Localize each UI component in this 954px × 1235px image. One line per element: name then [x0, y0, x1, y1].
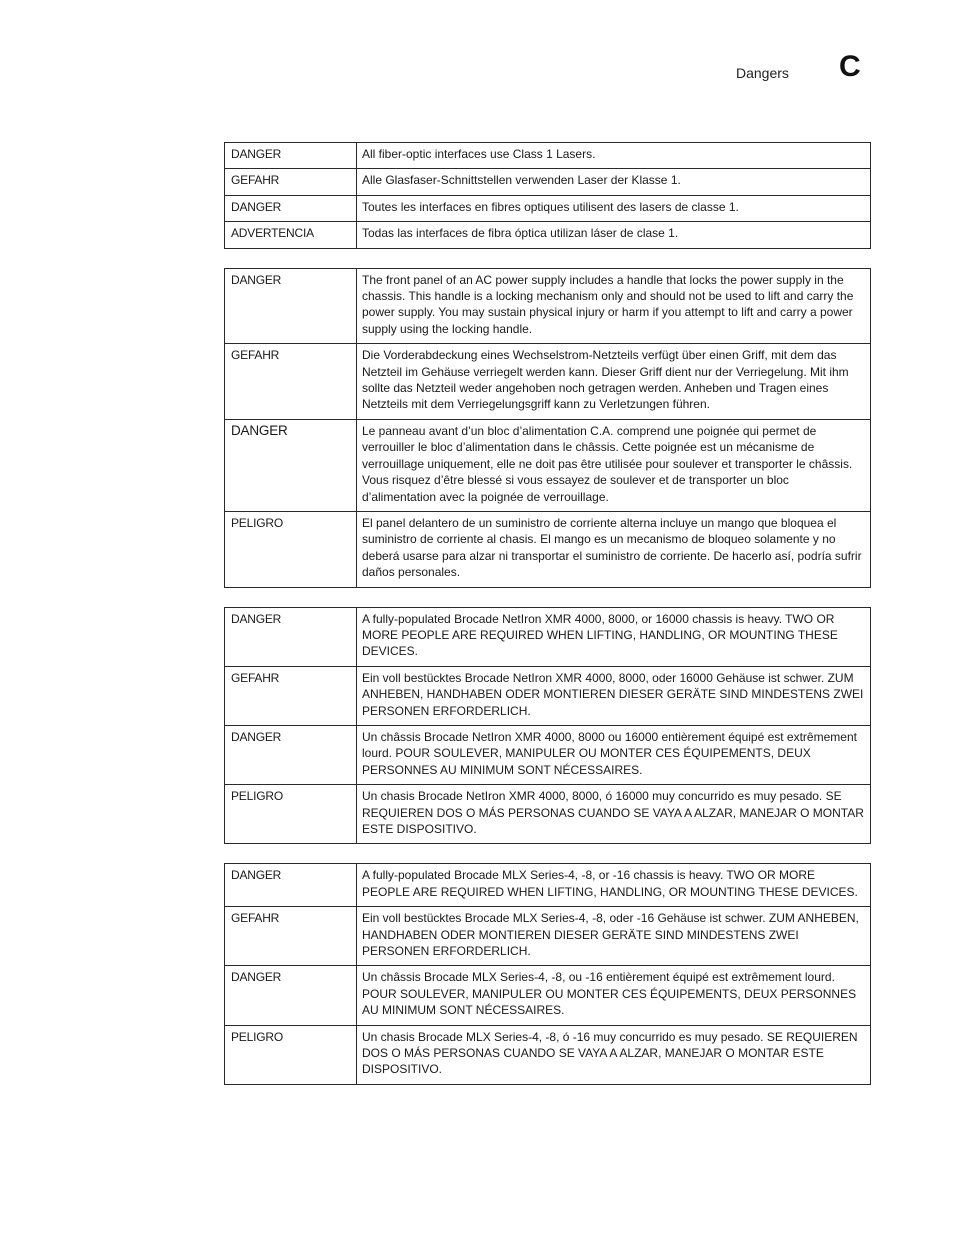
warning-text: Ein voll bestücktes Brocade MLX Series-4, -8, oder -16 Gehäuse ist schwer. ZUM ANHEBEN, HANDHABEN ODER MONTIEREN DIESER GERÄTE SIND MINDESTENS ZWEI PERSONEN ERFORDERLICH.	[357, 907, 871, 966]
warning-label: DANGER	[225, 195, 357, 221]
warning-text: Alle Glasfaser-Schnittstellen verwenden Laser der Klasse 1.	[357, 169, 871, 195]
warning-text: Ein voll bestücktes Brocade NetIron XMR 4000, 8000, oder 16000 Gehäuse ist schwer. ZUM ANHEBEN, HANDHABEN ODER MONTIEREN DIESER GERÄTE SIND MINDESTENS ZWEI PERSONEN ERFORDERLICH.	[357, 666, 871, 725]
warning-text: Un chasis Brocade NetIron XMR 4000, 8000, ó 16000 muy concurrido es muy pesado. SE REQUIEREN DOS O MÁS PERSONAS CUANDO SE VAYA A ALZAR, MANEJAR O MONTAR ESTE DISPOSITIVO.	[357, 785, 871, 844]
warning-label: PELIGRO	[225, 1025, 357, 1084]
warning-label: PELIGRO	[225, 785, 357, 844]
danger-table	[224, 863, 871, 1084]
warning-label: GEFAHR	[225, 907, 357, 966]
table-row	[225, 666, 871, 725]
danger-tables	[224, 142, 871, 1104]
warning-label: DANGER	[225, 419, 357, 511]
table-row	[225, 864, 871, 907]
danger-table	[224, 142, 871, 249]
table-row	[225, 143, 871, 169]
table-row	[225, 195, 871, 221]
danger-table	[224, 607, 871, 845]
table-row	[225, 966, 871, 1025]
warning-text: A fully-populated Brocade MLX Series-4, -8, or -16 chassis is heavy. TWO OR MORE PEOPLE ARE REQUIRED WHEN LIFTING, HANDLING, OR MOUNTING THESE DEVICES.	[357, 864, 871, 907]
warning-label: GEFAHR	[225, 344, 357, 420]
table-row	[225, 785, 871, 844]
warning-text: Un châssis Brocade NetIron XMR 4000, 8000 ou 16000 entièrement équipé est extrêmement lourd. POUR SOULEVER, MANIPULER OU MONTER CES ÉQUIPEMENTS, DEUX PERSONNES AU MINIMUM SONT NÉCESSAIRES.	[357, 725, 871, 784]
table-row	[225, 419, 871, 511]
danger-table	[224, 268, 871, 588]
warning-label: DANGER	[225, 864, 357, 907]
warning-label: DANGER	[225, 725, 357, 784]
warning-label: GEFAHR	[225, 666, 357, 725]
warning-label: DANGER	[225, 607, 357, 666]
warning-label: ADVERTENCIA	[225, 222, 357, 248]
warning-text: El panel delantero de un suministro de corriente alterna incluye un mango que bloquea el suministro de corriente al chasis. El mango es un mecanismo de bloqueo solamente y no deberá usarse para alzar ni transportar el suministro de corriente. De hacerlo así, podría sufrir daños personales.	[357, 511, 871, 587]
warning-text: Un châssis Brocade MLX Series-4, -8, ou -16 entièrement équipé est extrêmement lourd. POUR SOULEVER, MANIPULER OU MONTER CES ÉQUIPEMENTS, DEUX PERSONNES AU MINIMUM SONT NÉCESSAIRES.	[357, 966, 871, 1025]
table-row	[225, 1025, 871, 1084]
warning-label: DANGER	[225, 268, 357, 344]
warning-text: Un chasis Brocade MLX Series-4, -8, ó -16 muy concurrido es muy pesado. SE REQUIEREN DOS O MÁS PERSONAS CUANDO SE VAYA A ALZAR, MANEJAR O MONTAR ESTE DISPOSITIVO.	[357, 1025, 871, 1084]
table-row	[225, 344, 871, 420]
table-row	[225, 222, 871, 248]
warning-text: Toutes les interfaces en fibres optiques utilisent des lasers de classe 1.	[357, 195, 871, 221]
warning-text: Die Vorderabdeckung eines Wechselstrom-Netzteils verfügt über einen Griff, mit dem das Netzteil im Gehäuse verriegelt werden kann. Dieser Griff dient nur der Verriegelung. Mit ihm sollte das Netzteil weder angehoben noch getragen werden. Anheben und Tragen eines Netzteils mit dem Verriegelungsgriff kann zu Verletzungen führen.	[357, 344, 871, 420]
warning-text: A fully-populated Brocade NetIron XMR 4000, 8000, or 16000 chassis is heavy. TWO OR MORE PEOPLE ARE REQUIRED WHEN LIFTING, HANDLING, OR MOUNTING THESE DEVICES.	[357, 607, 871, 666]
table-row	[225, 169, 871, 195]
warning-text: Le panneau avant d’un bloc d’alimentation C.A. comprend une poignée qui permet de verrouiller le bloc d’alimentation dans le châssis. Cette poignée est un mécanisme de verrouillage uniquement, elle ne doit pas être utilisée pour soulever et transporter le châssis. Vous risquez d’être blessé si vous essayez de soulever et de transporter un bloc d’alimentation avec la poignée de verrouillage.	[357, 419, 871, 511]
table-row	[225, 511, 871, 587]
warning-text: The front panel of an AC power supply includes a handle that locks the power supply in the chassis. This handle is a locking mechanism only and should not be used to lift and carry the power supply. You may sustain physical injury or harm if you attempt to lift and carry a power supply using the locking handle.	[357, 268, 871, 344]
table-row	[225, 725, 871, 784]
appendix-letter: C	[839, 50, 861, 83]
warning-label: DANGER	[225, 143, 357, 169]
warning-label: PELIGRO	[225, 511, 357, 587]
table-row	[225, 607, 871, 666]
section-title: Dangers	[736, 65, 789, 81]
warning-text: All fiber-optic interfaces use Class 1 Lasers.	[357, 143, 871, 169]
table-row	[225, 907, 871, 966]
warning-text: Todas las interfaces de fibra óptica utilizan láser de clase 1.	[357, 222, 871, 248]
warning-label: GEFAHR	[225, 169, 357, 195]
warning-label: DANGER	[225, 966, 357, 1025]
table-row	[225, 268, 871, 344]
